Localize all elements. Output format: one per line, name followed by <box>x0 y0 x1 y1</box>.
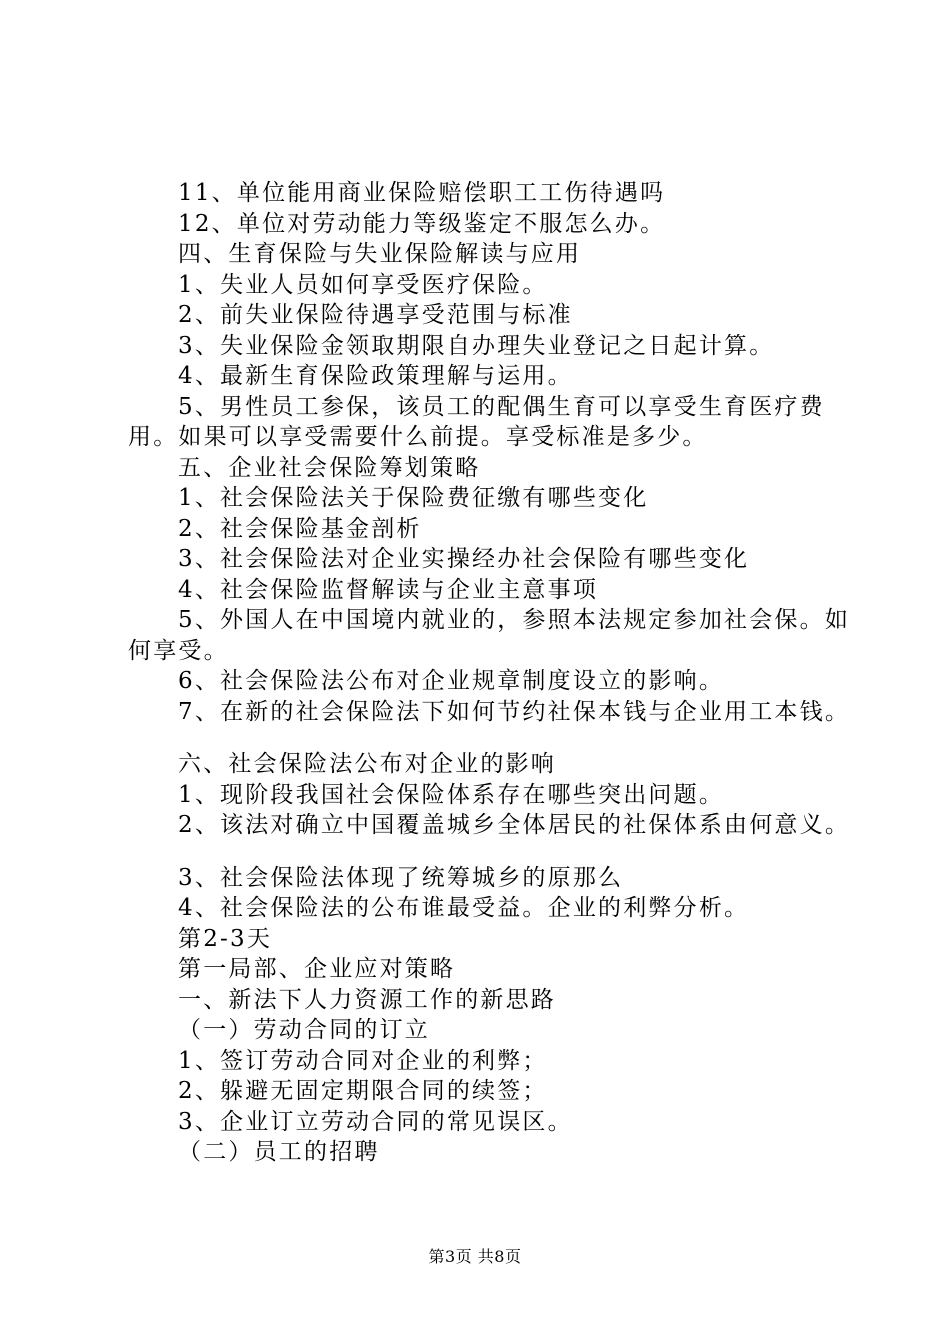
text-line: 2、社会保险基金剖析 <box>178 515 422 542</box>
subsection-heading: （二）员工的招聘 <box>178 1139 380 1165</box>
text-line: 3、企业订立劳动合同的常见误区。 <box>178 1108 573 1135</box>
text-line: 1、失业人员如何享受医疗保险。 <box>178 271 548 298</box>
blank-line <box>128 841 858 863</box>
text-line: 3、失业保险金领取期限自办理失业登记之日起计算。 <box>178 332 775 359</box>
subsection-heading: （一）劳动合同的订立 <box>178 1017 430 1043</box>
text-paragraph: 5、男性员工参保，该员工的配偶生育可以享受生育医疗费用。如果可以享受需要什么前提。享受标准是多少。 <box>128 393 825 450</box>
section-heading: 六、社会保险法公布对企业的影响 <box>178 751 556 777</box>
text-line: 2、该法对确立中国覆盖城乡全体居民的社保体系由何意义。 <box>178 812 851 838</box>
text-line: 1、签订劳动合同对企业的利弊； <box>178 1047 548 1074</box>
blank-line <box>128 727 858 749</box>
text-line: 1、现阶段我国社会保险体系存在哪些突出问题。 <box>178 781 725 808</box>
day-heading: 第2-3天 <box>178 925 273 952</box>
text-line: 11、单位能用商业保险赔偿职工工伤待遇吗 <box>178 180 666 206</box>
text-line: 2、躲避无固定期限合同的续签； <box>178 1078 548 1104</box>
part-heading: 第一局部、企业应对策略 <box>178 956 456 982</box>
text-line: 12、单位对劳动能力等级鉴定不服怎么办。 <box>178 210 666 237</box>
text-line: 2、前失业保险待遇享受范围与标准 <box>178 302 573 328</box>
section-heading: 四、生育保险与失业保险解读与应用 <box>178 241 582 267</box>
text-paragraph: 5、外国人在中国境内就业的，参照本法规定参加社会保。如何享受。 <box>128 607 851 664</box>
text-line: 3、社会保险法对企业实操经办社会保险有哪些变化 <box>178 546 750 572</box>
document-body <box>128 178 858 1168</box>
text-line: 3、社会保险法体现了统筹城乡的原那么 <box>178 864 624 891</box>
text-line: 4、社会保险监督解读与企业主意事项 <box>178 576 599 603</box>
section-heading: 五、企业社会保险筹划策略 <box>178 454 481 481</box>
page-footer: 第3页 共8页 <box>428 1247 522 1266</box>
text-line: 7、在新的社会保险法下如何节约社保本钱与企业用工本钱。 <box>178 698 851 725</box>
text-line: 6、社会保险法公布对企业规章制度设立的影响。 <box>178 668 725 694</box>
text-line: 1、社会保险法关于保险费征缴有哪些变化 <box>178 485 649 511</box>
section-heading: 一、新法下人力资源工作的新思路 <box>178 986 556 1013</box>
text-line: 4、最新生育保险政策理解与运用。 <box>178 363 573 389</box>
text-line: 4、社会保险法的公布谁最受益。企业的利弊分析。 <box>178 895 750 921</box>
